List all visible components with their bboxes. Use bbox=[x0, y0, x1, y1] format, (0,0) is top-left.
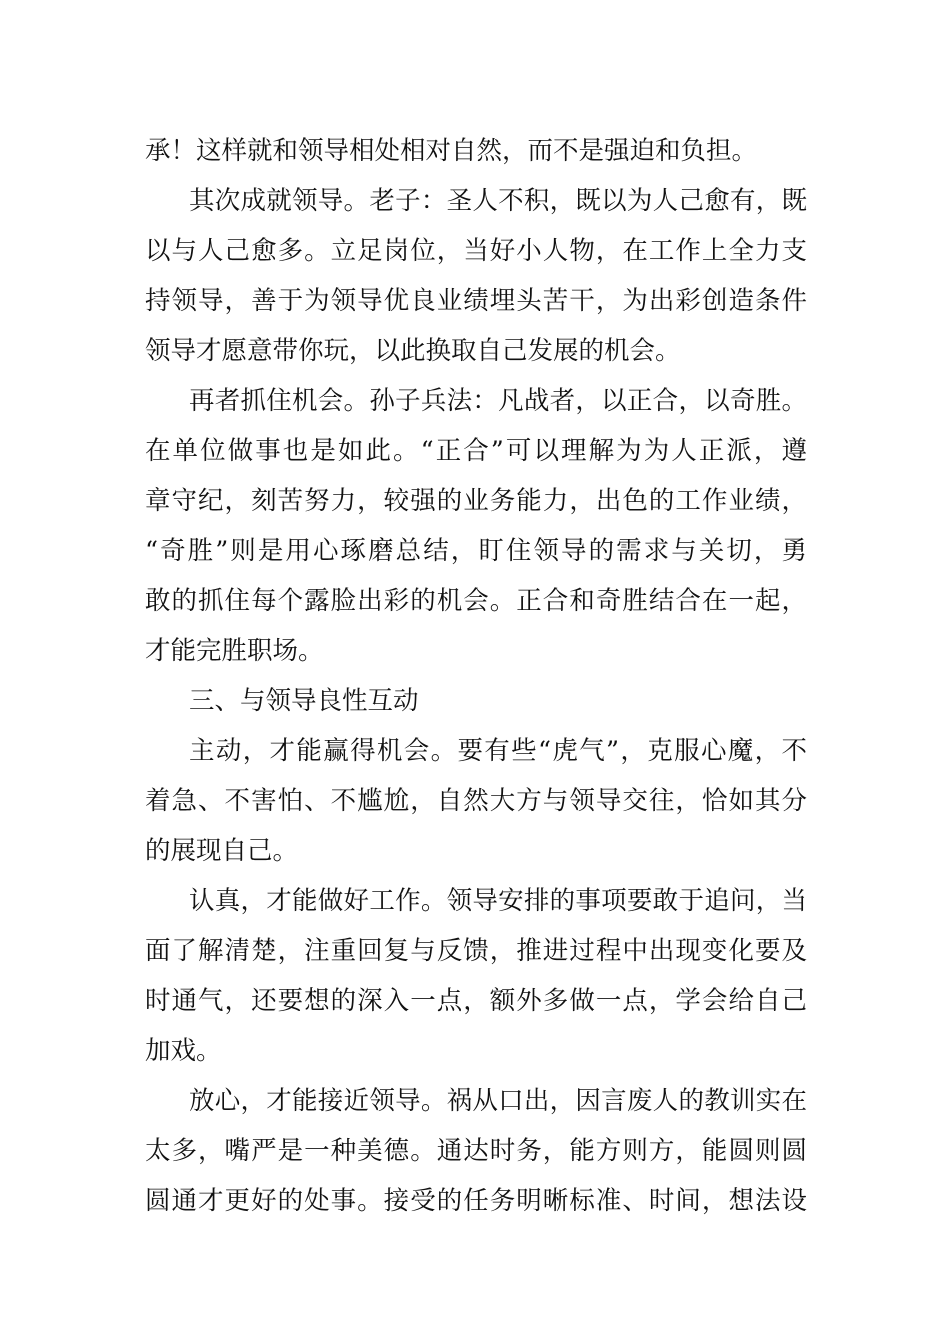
paragraph-line: 圆通才更好的处事。接受的任务明晰标准、时间，想法设 bbox=[145, 1186, 807, 1216]
paragraph-line: 放心，才能接近领导。祸从口出，因言废人的教训实在 bbox=[189, 1086, 807, 1116]
paragraph-line: 持领导，善于为领导优良业绩埋头苦干，为出彩创造条件 bbox=[145, 286, 807, 316]
paragraph-line: 主动，才能赢得机会。要有些“虎气”，克服心魔，不 bbox=[189, 736, 807, 766]
paragraph-line: 敢的抓住每个露脸出彩的机会。正合和奇胜结合在一起， bbox=[145, 586, 807, 616]
paragraph-line: “奇胜”则是用心琢磨总结，盯住领导的需求与关切，勇 bbox=[145, 536, 807, 566]
paragraph-line: 太多，嘴严是一种美德。通达时务，能方则方，能圆则圆 bbox=[145, 1136, 807, 1166]
document-body bbox=[145, 126, 807, 1226]
paragraph-line: 再者抓住机会。孙子兵法：凡战者，以正合，以奇胜。 bbox=[189, 386, 807, 416]
paragraph-line: 加戏。 bbox=[145, 1036, 222, 1066]
paragraph-line: 认真，才能做好工作。领导安排的事项要敢于追问，当 bbox=[189, 886, 807, 916]
paragraph-line: 在单位做事也是如此。“正合”可以理解为为人正派，遵 bbox=[145, 436, 807, 466]
paragraph-line: 才能完胜职场。 bbox=[145, 636, 324, 666]
paragraph-line: 着急、不害怕、不尴尬，自然大方与领导交往，恰如其分 bbox=[145, 786, 807, 816]
paragraph-line: 章守纪，刻苦努力，较强的业务能力，出色的工作业绩， bbox=[145, 486, 807, 516]
paragraph-line: 领导才愿意带你玩，以此换取自己发展的机会。 bbox=[145, 336, 681, 366]
paragraph-line: 其次成就领导。老子：圣人不积，既以为人己愈有，既 bbox=[189, 186, 807, 216]
paragraph-line: 的展现自己。 bbox=[145, 836, 299, 866]
paragraph-line: 时通气，还要想的深入一点，额外多做一点，学会给自己 bbox=[145, 986, 807, 1016]
section-heading: 三、与领导良性互动 bbox=[189, 686, 419, 716]
paragraph-line: 面了解清楚，注重回复与反馈，推进过程中出现变化要及 bbox=[145, 936, 807, 966]
paragraph-line: 承！这样就和领导相处相对自然，而不是强迫和负担。 bbox=[145, 136, 758, 166]
paragraph-line: 以与人己愈多。立足岗位，当好小人物，在工作上全力支 bbox=[145, 236, 807, 266]
